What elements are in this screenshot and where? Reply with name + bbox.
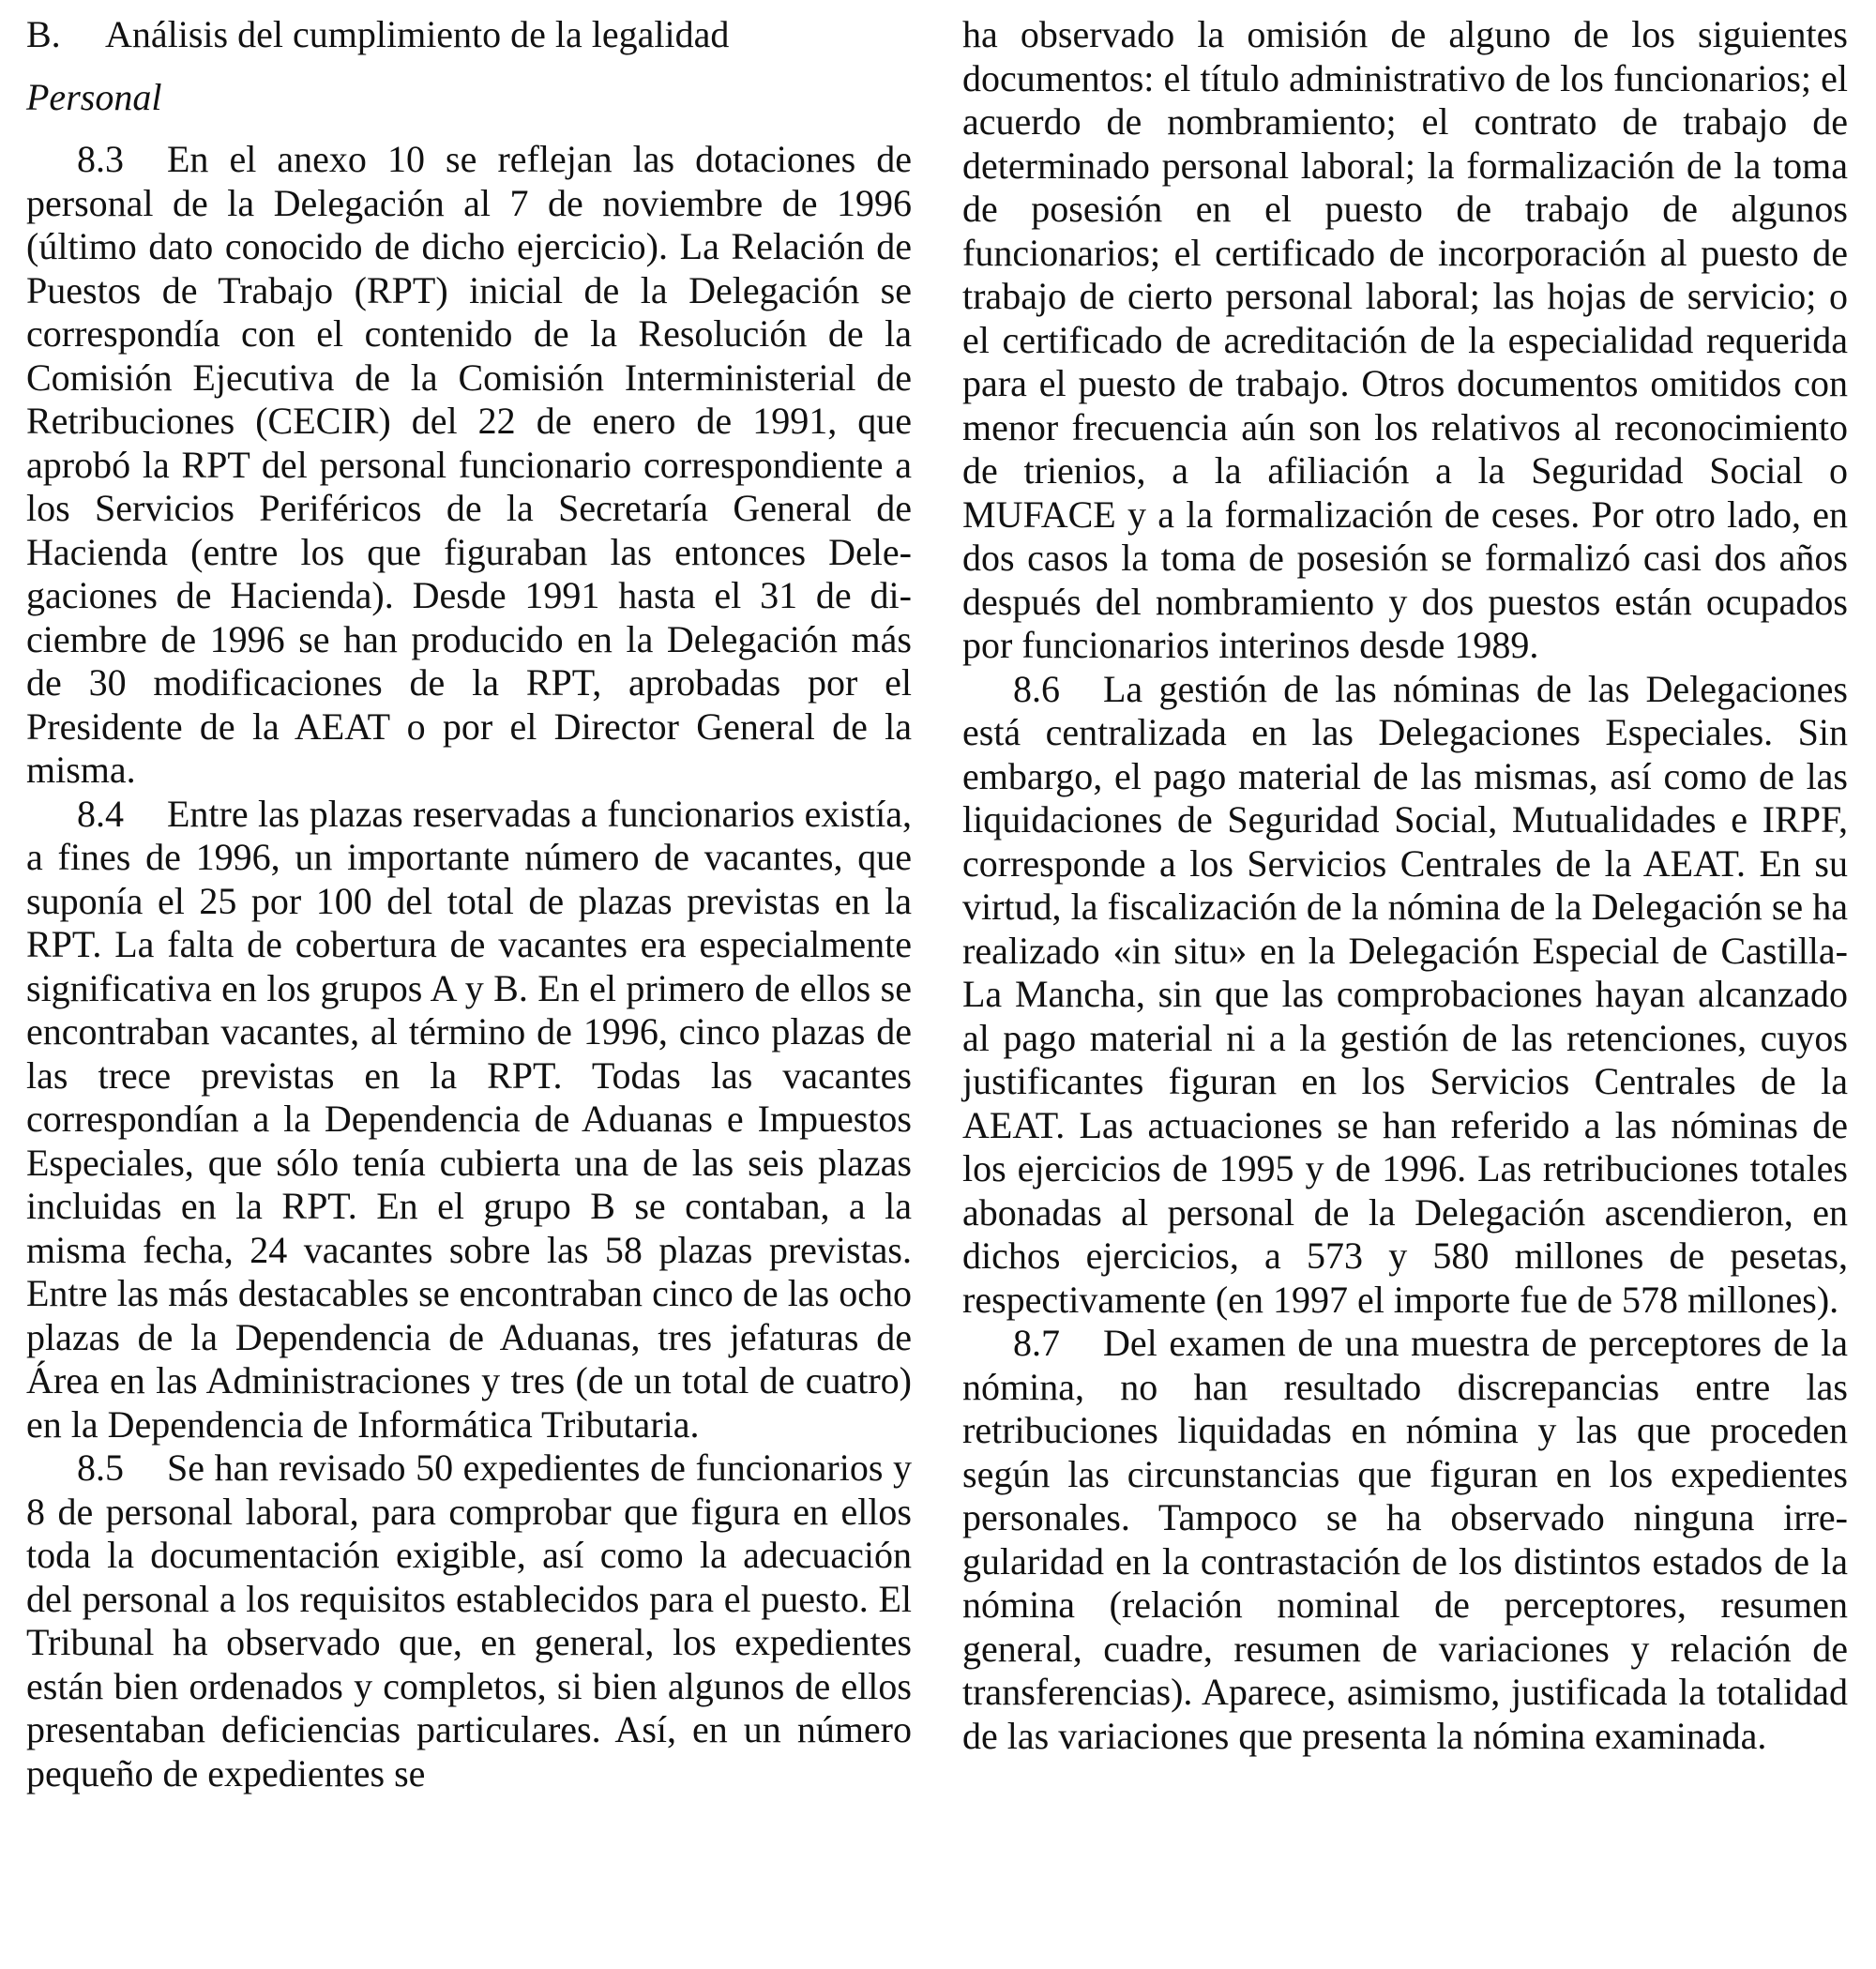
paragraph-text: Del examen de una muestra de perceptores de la nómina, no han resultado discrepancias entre las retribuciones liquidadas en nómina y las que proceden según las circunstancias que figuran en los expedientes personales. Tampoco se ha observado ninguna irregularidad en la contrastación de los distintos estados de la nómina (relación nominal de perceptores, resumen general, cuadre, resumen de variaciones y relación de transferencias). Aparece, asimismo, justificada la totalidad de las variaciones que presenta la nómina examinada. [962, 1322, 1848, 1757]
paragraph-8-7 [962, 1322, 1848, 1758]
paragraph-text: La gestión de las nóminas de las Delegaciones está centralizada en las Delegaciones Especiales. Sin embargo, el pago material de las mismas, así como de las liquidaciones de Seguridad Social, Mutualidades e IRPF, corresponde a los Servicios Centrales de la AEAT. En su virtud, la fiscalización de la nómina de la Delegación se ha realizado «in situ» en la Delegación Especial de Castilla-La Mancha, sin que las comprobaciones hayan alcanzado al pago material ni a la gestión de las retenciones, cuyos justificantes figuran en los Servicios Centrales de la AEAT. Las actuaciones se han referido a las nóminas de los ejercicios de 1995 y de 1996. Las retribuciones totales abonadas al personal de la Delegación ascendieron, en dichos ejercicios, a 573 y 580 millones de pesetas, respectivamente (en 1997 el importe fue de 578 millones). [962, 667, 1848, 1321]
right-column [962, 13, 1848, 1758]
section-heading [26, 13, 912, 57]
section-title: Análisis del cumplimiento de la legalidad [105, 13, 730, 55]
paragraph-text: Entre las plazas reservadas a funcionarios existía, a fines de 1996, un importante número de vacantes, que suponía el 25 por 100 del total de plazas previstas en la RPT. La falta de cobertura de vacantes era especialmente significativa en los grupos A y B. En el primero de ellos se encontraban vacantes, al término de 1996, cinco plazas de las trece previstas en la RPT. Todas las vacantes correspondían a la Dependencia de Aduanas e Impuestos Especiales, que sólo tenía cubierta una de las seis plazas incluidas en la RPT. En el grupo B se contaban, a la misma fecha, 24 vacantes sobre las 58 plazas previstas. Entre las más destacables se encontraban cinco de las ocho plazas de la Dependencia de Aduanas, tres jefaturas de Área en las Administraciones y tres (de un total de cuatro) en la Dependencia de Informática Tributaria. [26, 792, 912, 1446]
paragraph-number: 8.4 [77, 792, 124, 835]
paragraph-8-5-continuation: ha observado la omisión de alguno de los siguientes documentos: el título administrativo de los funcionarios; el acuerdo de nombramiento; el contrato de trabajo de determinado personal laboral; la formalización de la toma de posesión en el puesto de trabajo de algunos funcionarios; el certificado de incorporación al puesto de trabajo de cierto personal laboral; las hojas de servicio; o el certificado de acreditación de la especialidad requerida para el puesto de trabajo. Otros documentos omitidos con menor frecuencia aún son los relativos al reconocimiento de trienios, a la afiliación a la Seguridad Social o MUFACE y a la formalización de ceses. Por otro lado, en dos casos la toma de posesión se formalizó casi dos años después del nombramiento y dos puestos están ocupados por funcionarios interinos desde 1989. [962, 13, 1848, 666]
paragraph-number: 8.3 [77, 138, 124, 180]
paragraph-number: 8.6 [1013, 667, 1060, 710]
subheading-personal: Personal [26, 75, 162, 118]
paragraph-8-5 [26, 1446, 912, 1795]
paragraph-number: 8.7 [1013, 1322, 1060, 1364]
section-letter: B. [26, 13, 61, 55]
paragraph-text: En el anexo 10 se reflejan las dotaciones de personal de la Delegación al 7 de noviembre de 1996 (último dato conocido de dicho ejercicio). La Relación de Puestos de Trabajo (RPT) inicial de la Delegación se correspondía con el contenido de la Resolución de la Comisión Ejecutiva de la Comisión Interministerial de Retribuciones (CECIR) del 22 de enero de 1991, que aprobó la RPT del personal funcionario correspondiente a los Servicios Periféricos de la Secretaría General de Hacienda (entre los que figuraban las entonces Delegaciones de Hacienda). Desde 1991 hasta el 31 de diciembre de 1996 se han producido en la Delegación más de 30 modificaciones de la RPT, aprobadas por el Presidente de la AEAT o por el Director General de la misma. [26, 138, 912, 791]
paragraph-8-6 [962, 668, 1848, 1323]
paragraph-text: Se han revisado 50 expedientes de funcionarios y 8 de personal laboral, para comprobar que figura en ellos toda la documentación exigible, así como la adecuación del personal a los requisitos establecidos para el puesto. El Tribunal ha observado que, en general, los expedientes están bien ordenados y completos, si bien algunos de ellos presentaban deficiencias particulares. Así, en un número pequeño de expedientes se [26, 1446, 912, 1795]
paragraph-8-3 [26, 138, 912, 793]
paragraph-number: 8.5 [77, 1446, 124, 1489]
paragraph-8-4 [26, 793, 912, 1447]
left-column [26, 13, 912, 1795]
